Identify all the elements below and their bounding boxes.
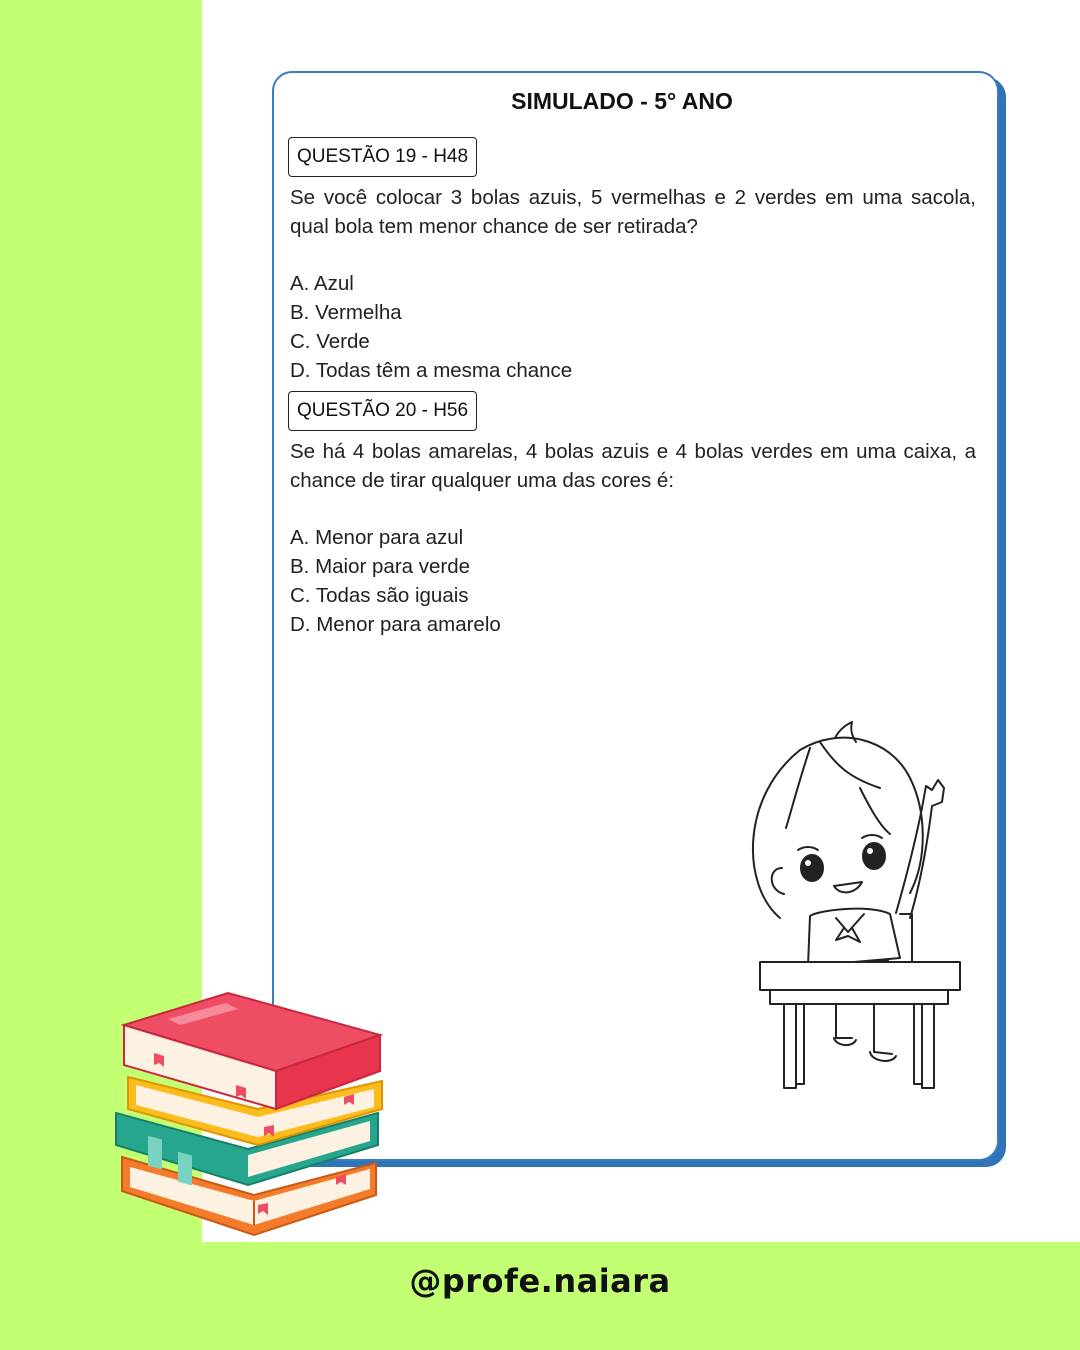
question-19-option-a: A. Azul	[290, 272, 354, 295]
question-19-option-c: C. Verde	[290, 330, 370, 353]
page-title: SIMULADO - 5° ANO	[511, 88, 733, 114]
question-20-option-b: B. Maior para verde	[290, 555, 471, 578]
author-handle: @profe.naiara	[409, 1262, 671, 1300]
question-20-label: QUESTÃO 20 - H56	[288, 391, 477, 431]
question-20-option-a: A. Menor para azul	[290, 526, 464, 549]
girl-raising-hand-icon	[740, 718, 970, 1093]
question-20-options	[290, 523, 501, 639]
question-20-text: Se há 4 bolas amarelas, 4 bolas azuis e 4 bolas verdes em uma caixa, a chance de tirar qualquer uma das cores é:	[290, 440, 976, 492]
books-stack-icon	[108, 985, 388, 1245]
question-19-label: QUESTÃO 19 - H48	[288, 137, 477, 177]
question-20-option-d: D. Menor para amarelo	[290, 613, 501, 636]
question-19-option-d: D. Todas têm a mesma chance	[290, 359, 573, 382]
question-19-options	[290, 269, 572, 385]
question-19-option-b: B. Vermelha	[290, 301, 402, 324]
question-20-option-c: C. Todas são iguais	[290, 584, 469, 607]
question-19-text: Se você colocar 3 bolas azuis, 5 vermelhas e 2 verdes em uma sacola, qual bola tem menor chance de ser retirada?	[290, 186, 976, 238]
